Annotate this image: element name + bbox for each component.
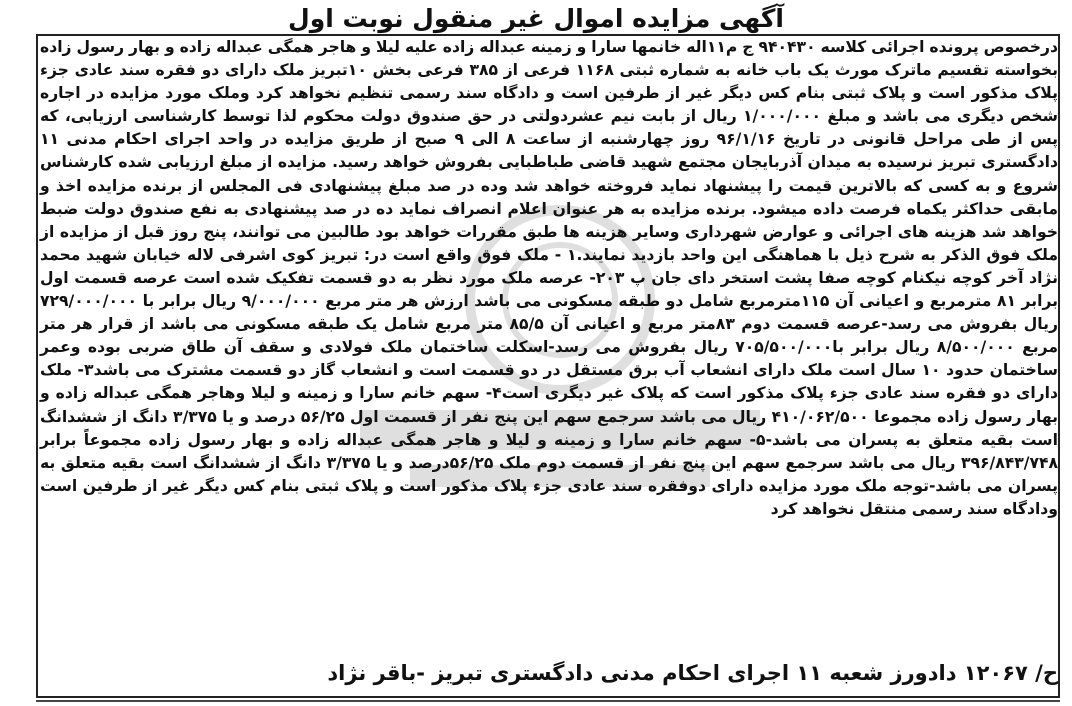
bottom-divider xyxy=(36,700,1060,702)
notice-signature: ح/ ۱۲۰۶۷ دادورز شعبه ۱۱ اجرای احکام مدنی دادگستری تبریز -باقر نژاد xyxy=(327,661,1058,685)
notice-title: آگهی مزایده اموال غیر منقول نوبت اول xyxy=(288,4,784,33)
notice-body: درخصوص پرونده اجرائی کلاسه ۹۴۰۴۳۰ ج م۱۱اله خانمها سارا و زمینه عبداله زاده علیه لیلا و هاجر همگی عبداله زاده و بهار رسول زاده بخواسته تقسیم ماترک مورث یک باب خانه به شماره ثبتی ۱۱۶۸ فرعی از ۳۸۵ فرعی بخش ۱۰تبریز ملک دارای دو فقره سند عادی جزء پلاک مذکور است و پلاک ثبتی بنام کس دیگر غیر از طرفین است و دادگاه سند رسمی تنظیم نخواهد کرد وملک مورد مزایده در اجاره شخص دیگری می باشد و مبلغ ۱/۰۰۰/۰۰۰ ریال از بابت نیم عشردولتی در حق صندوق دولت محکوم لذا توسط کارشناسی ارزیابی، که پس از طی مراحل قانونی در تاریخ ۹۶/۱/۱۶ روز چهارشنبه از ساعت ۸ الی ۹ صبح از طریق مزایده در واحد اجرای احکام مدنی ۱۱ دادگستری تبریز نرسیده به میدان آذربایجان مجتمع شهید قاضی طباطبایی بفروش خواهد رسید. مزایده از مبلغ ارزیابی شده کارشناس شروع و به کسی که بالاترین قیمت را پیشنهاد نماید فروخته خواهد شد وده در صد مبلغ پیشنهادی فی المجلس از برنده مزایده اخذ و مابقی حداکثر یکماه فرصت داده میشود. برنده مزایده به هر عنوان اعلام انصراف نماید ده در صد پیشنهادی به نفع صندوق دولت ضبط خواهد شد هزینه های اجرائی و عوارض شهرداری وسایر هزینه ها طبق مقررات خواهد بود طالبین می توانند، پنج روز قبل از مزایده از ملک فوق الذکر به شرح ذیل با هماهنگی این واحد بازدید نمایند.۱ - ملک فوق واقع است در: تبریز کوی اشرفی لاله خیابان شهید محمد نژاد آخر کوچه نیکنام کوچه صفا پشت استخر دای جان پ ۲۰۳- عرصه ملک مورد نظر به دو قسمت تفکیک شده است عرصه قسمت اول برابر ۸۱ مترمربع و اعیانی آن ۱۱۵مترمربع شامل دو طبقه مسکونی می باشد ارزش هر متر مربع ۹/۰۰۰/۰۰۰ ریال برابر با ۷۲۹/۰۰۰/۰۰۰ ریال بفروش می رسد-عرصه قسمت دوم ۸۳متر مربع و اعیانی آن ۸۵/۵ متر مربع شامل یک طبقه مسکونی می باشد از قرار هر متر مربع ۸/۵۰۰/۰۰۰ ریال برابر با۷۰۵/۵۰۰/۰۰۰ ریال بفروش می رسد-اسکلت ساختمان ملک فولادی و سقف آن طاق ضربی بوده وعمر ساختمان حدود ۱۰ سال است ملک دارای انشعاب آب برق مستقل در دو قسمت است و انشعاب گاز دو قسمت مشترک می باشد۳- ملک دارای دو فقره سند عادی جزء پلاک مذکور است که پلاک غیر دیگری است۴- سهم خانم سارا و زمینه و لیلا وهاجر همگی عبداله زاده و بهار رسول زاده مجموعا ۴۱۰/۰۶۲/۵۰۰ ریال می باشد سرجمع سهم این پنج نفر از قسمت اول ۵۶/۲۵ درصد و یا ۳/۳۷۵ دانگ از ششدانگ است بقیه متعلق به پسران می باشد-۵- سهم خانم سارا و زمینه و لیلا و هاجر همگی عبداله زاده و بهار رسول زاده مجموعاً برابر ۳۹۶/۸۴۳/۷۴۸ ریال می باشد سرجمع سهم این پنج نفر از قسمت دوم ملک ۵۶/۲۵درصد و یا ۳/۳۷۵ دانگ از ششدانگ است بقیه متعلق به پسران می باشد-توجه ملک مورد مزایده دارای دوفقره سند عادی جزء پلاک مذکور است و پلاک ثبتی بنام کس دیگر غیر از طرفین است ودادگاه سند رسمی منتقل نخواهد کرد xyxy=(40,38,1059,518)
